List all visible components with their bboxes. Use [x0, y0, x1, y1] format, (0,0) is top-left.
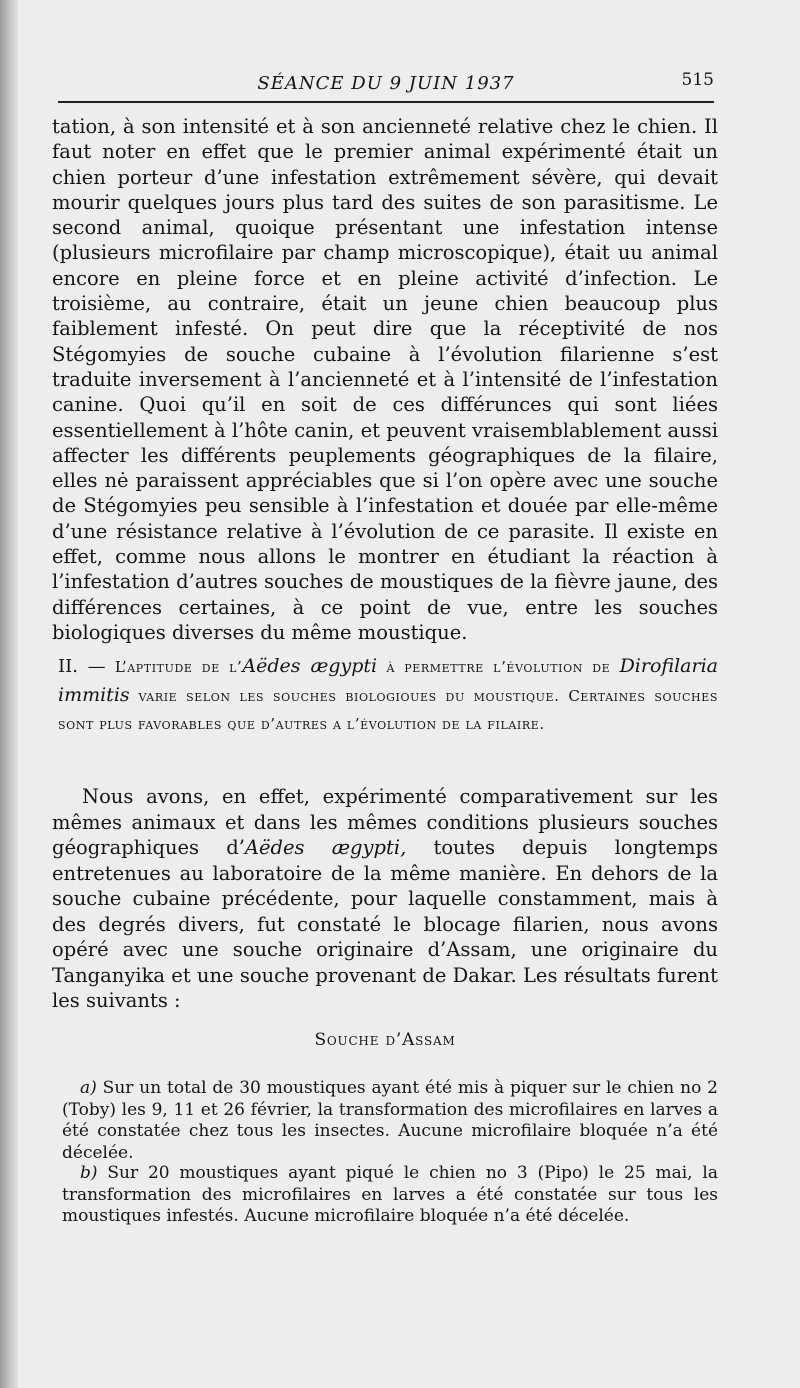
item-a-text: Sur un total de 30 moustiques ayant été mis à piquer sur le chien no 2 (Toby) les 9, 11 et 26 février, la transformation des microfilaires en larves a été constatée chez tous les insectes. Aucune microfilaire bloquée n’a été décelée.	[62, 1078, 718, 1163]
item-b	[62, 1163, 718, 1228]
header-rule	[58, 101, 714, 103]
section-heading-part-3: varie selon les souches biologioues du moustique. Certaines souches sont plus favorables que d’autres a l’évolution de la filaire.	[58, 687, 718, 733]
subsection-title: Souche d’Assam	[314, 1030, 456, 1050]
paragraph-2-end: toutes depuis longtemps entretenues au laboratoire de la même manière. En dehors de la souche cubaine précédente, pour laquelle constamment, mais à des degrés divers, fut constaté le blocage filarien, nous avons opéré avec une souche originaire d’Assam, une originaire du Tanganyika et une souche provenant de Dakar. Les résultats furent les suivants :	[52, 836, 719, 1012]
section-heading	[58, 652, 718, 738]
item-a	[62, 1078, 718, 1164]
paragraph-2-species: Aëdes ægypti,	[244, 836, 407, 859]
section-heading-part-2: à permettre l’évolution de	[386, 658, 611, 676]
section-heading-species-2: Dirofilaria immitis	[58, 655, 718, 706]
section-heading-part-1: L’aptitude de l’	[114, 658, 243, 676]
paragraph-2	[52, 784, 718, 1014]
paragraph-1: tation, à son intensité et à son ancienneté relative chez le chien. Il faut noter en effet que le premier animal expérimenté était un chien porteur d’une infestation extrêmement sévère, qui devait mourir quelques jours plus tard des suites de son parasitisme. Le second animal, quoique présentant une infestation intense (plusieurs microfilaire par champ microscopique), était uu animal encore en pleine force et en pleine activité d’infection. Le troisième, au contraire, était un jeune chien beaucoup plus faiblement infesté. On peut dire que la réceptivité de nos Stégomyies de souche cubaine à l’évolution filarienne s’est traduite inversement à l’ancienneté et à l’intensité de l’infestation canine. Quoi qu’il en soit de ces différunces qui sont liées essentiellement à l’hôte canin, et peuvent vraisemblablement aussi affecter les différents peuplements géographiques de la filaire, elles nė paraissent appréciables que si l’on opère avec une souche de Stégomyies peu sensible à l’infestation et douée par elle-même d’une résistance relative à l’évolution de ce parasite. Il existe en effet, comme nous allons le montrer en étudiant la réaction à l’infestation d’autres souches de moustiques de la fièvre jaune, des différences certaines, à ce point de vue, entre les souches biologiques diverses du même moustique.	[52, 115, 718, 644]
item-a-label: a)	[80, 1078, 97, 1098]
running-title: SÉANCE DU 9 JUIN 1937	[257, 73, 515, 94]
running-head	[58, 70, 714, 98]
page-binding-edge	[0, 0, 18, 1388]
page-number: 515	[681, 70, 714, 90]
section-number: II. —	[58, 656, 106, 677]
item-b-label: b)	[80, 1163, 98, 1183]
paragraph-2-start: Nous avons, en effet, expérimenté comparativement sur les mêmes animaux et dans les mêmes conditions plusieurs souches géographiques d’	[52, 785, 718, 859]
section-heading-species-1: Aëdes ægypti	[242, 655, 378, 677]
item-b-text: Sur 20 moustiques ayant piqué le chien no 3 (Pipo) le 25 mai, la transformation des microfilaires en larves a été constatée sur tous les moustiques infestés. Aucune microfilaire bloquée n’a été décelée.	[62, 1163, 718, 1226]
